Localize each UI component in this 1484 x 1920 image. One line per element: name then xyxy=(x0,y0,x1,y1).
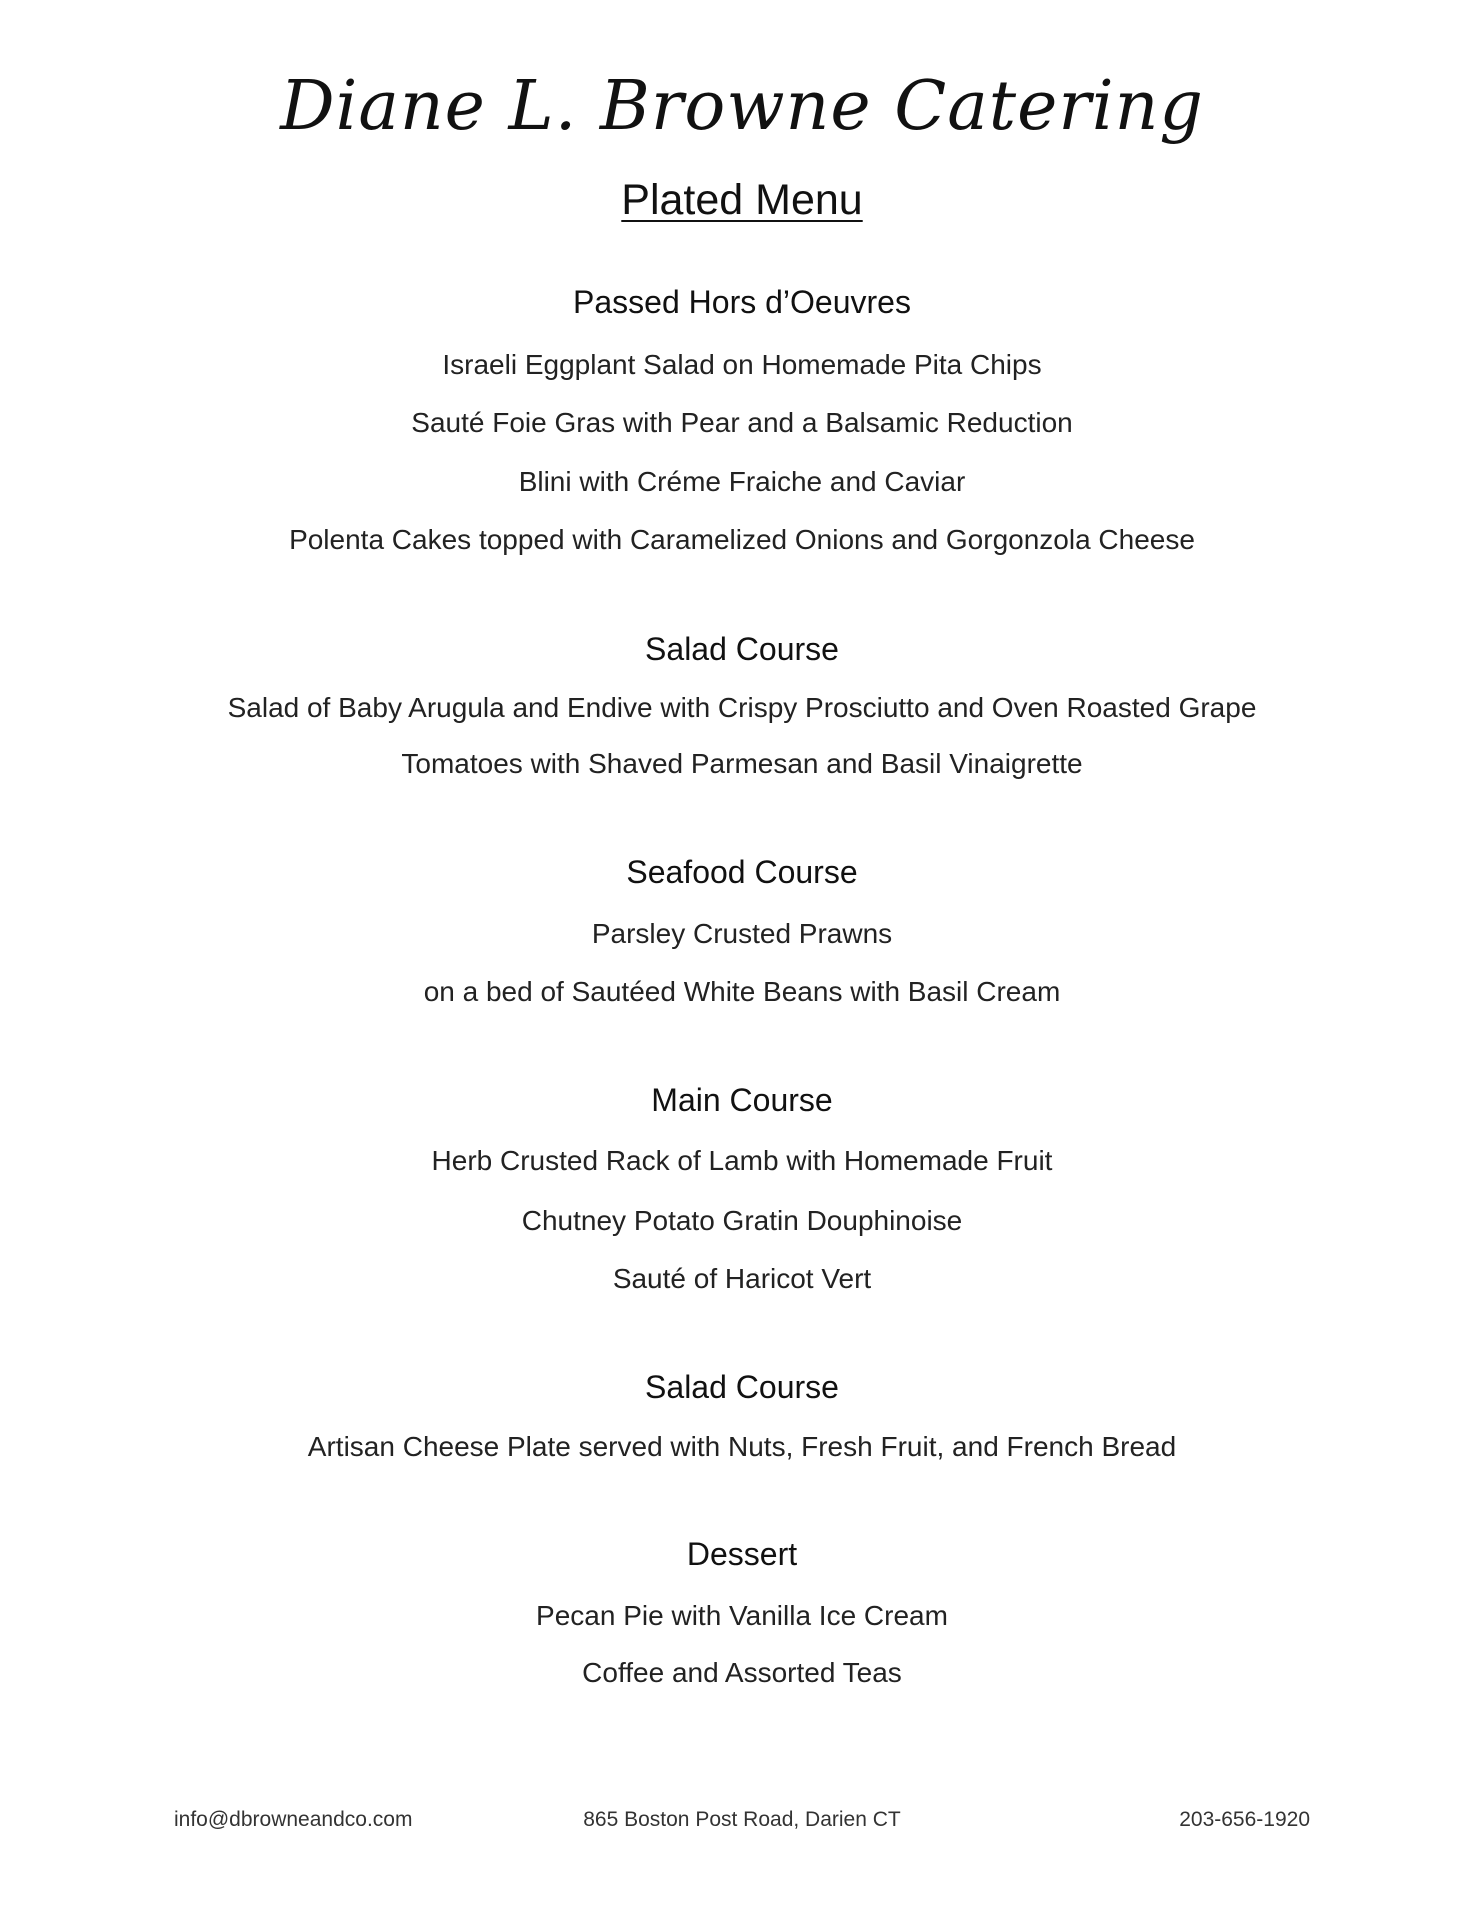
menu-item: Sauté of Haricot Vert xyxy=(612,1263,872,1294)
menu-item: on a bed of Sautéed White Beans with Basil Cream xyxy=(423,976,1061,1007)
section-heading: Salad Course xyxy=(645,631,839,667)
menu-item: Sauté Foie Gras with Pear and a Balsamic Reduction xyxy=(411,407,1073,438)
section-heading: Salad Course xyxy=(645,1369,839,1405)
menu-item: Herb Crusted Rack of Lamb with Homemade Fruit xyxy=(431,1145,1053,1176)
section-heading: Passed Hors d’Oeuvres xyxy=(573,284,911,320)
section-heading: Dessert xyxy=(686,1536,798,1572)
menu-item: Pecan Pie with Vanilla Ice Cream xyxy=(536,1600,948,1631)
section-heading: Seafood Course xyxy=(626,854,858,890)
menu-item: Artisan Cheese Plate served with Nuts, Fresh Fruit, and French Bread xyxy=(307,1431,1177,1462)
menu-item: Chutney Potato Gratin Douphinoise xyxy=(521,1205,963,1236)
footer-email: info@dbrowneandco.com xyxy=(174,1808,413,1831)
menu-item: Polenta Cakes topped with Caramelized Onions and Gorgonzola Cheese xyxy=(289,524,1195,555)
menu-item: Parsley Crusted Prawns xyxy=(591,918,893,949)
menu-item: Blini with Créme Fraiche and Caviar xyxy=(518,466,966,497)
menu-item: Coffee and Assorted Teas xyxy=(582,1657,902,1688)
footer-phone: 203-656-1920 xyxy=(1179,1808,1310,1831)
menu-item: Tomatoes with Shaved Parmesan and Basil Vinaigrette xyxy=(401,748,1083,779)
footer-address: 865 Boston Post Road, Darien CT xyxy=(583,1808,901,1831)
menu-item: Salad of Baby Arugula and Endive with Crispy Prosciutto and Oven Roasted Grape xyxy=(227,692,1257,723)
menu-item: Israeli Eggplant Salad on Homemade Pita Chips xyxy=(442,349,1042,380)
section-heading: Main Course xyxy=(651,1082,833,1118)
brand-name: Diane L. Browne Catering xyxy=(280,67,1204,146)
menu-title: Plated Menu xyxy=(621,176,863,224)
